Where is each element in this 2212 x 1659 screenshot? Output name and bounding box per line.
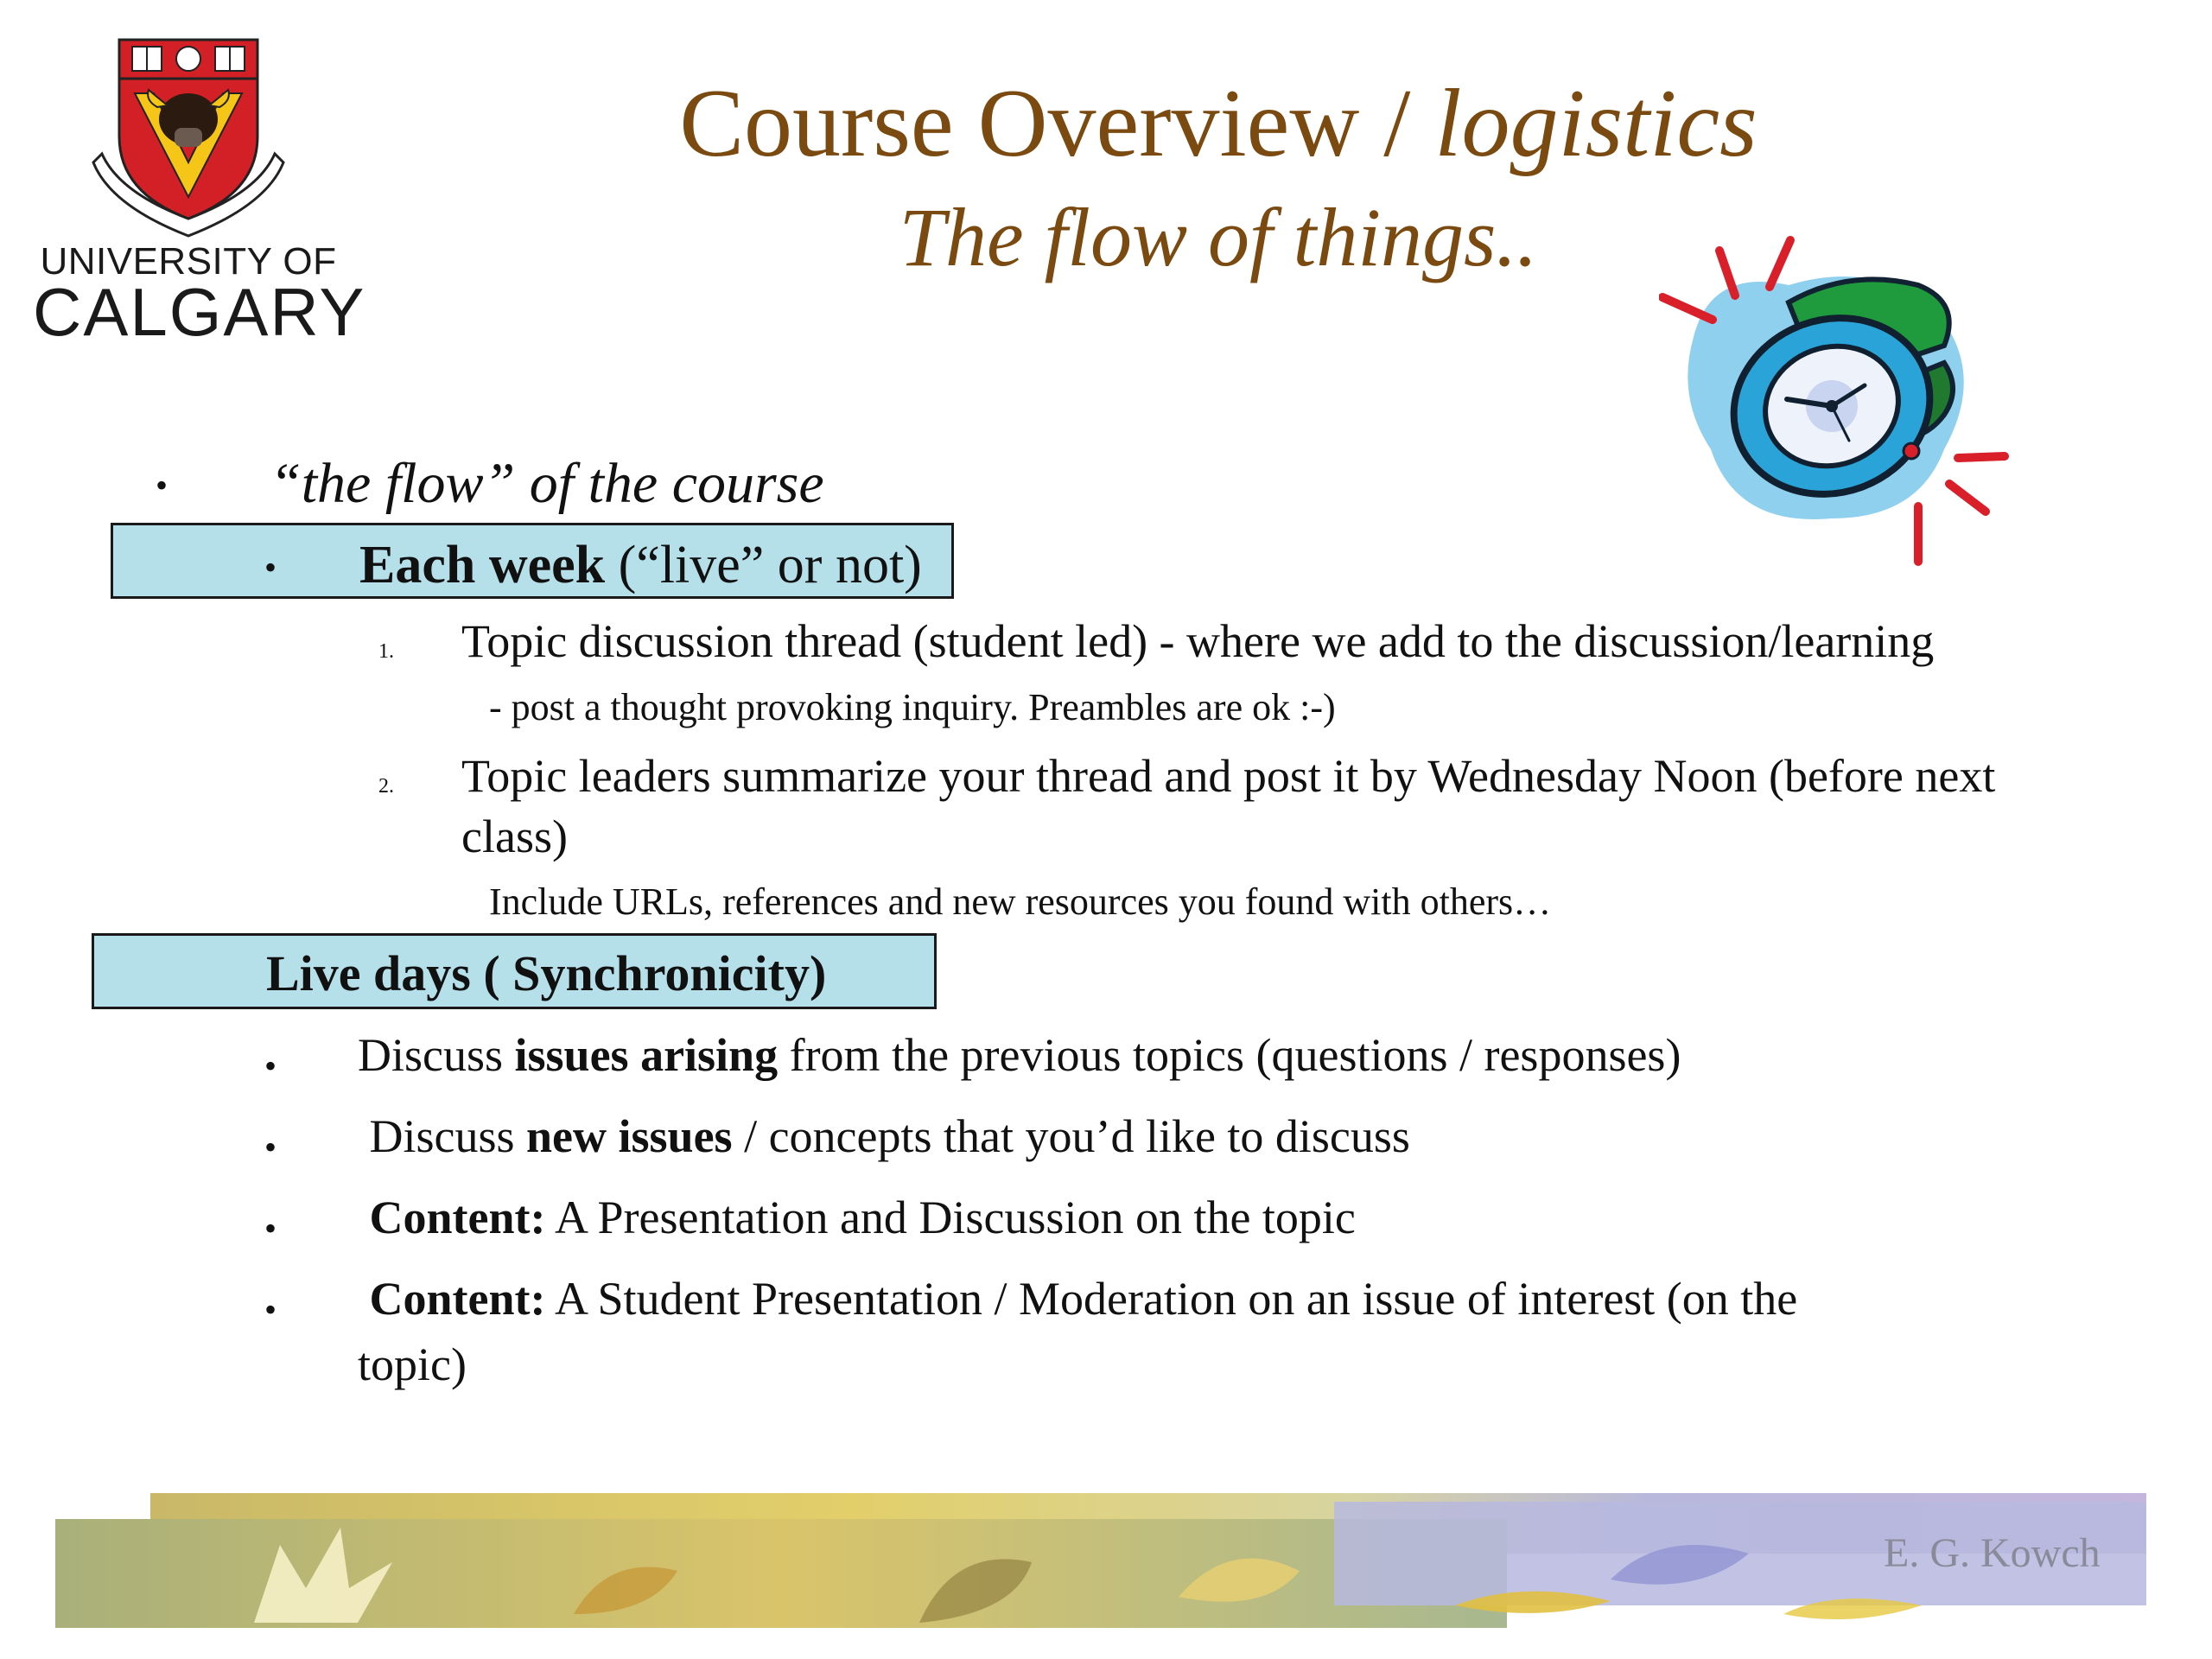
live-item-continued: topic) <box>358 1338 467 1390</box>
bullet-marker: • <box>156 466 168 505</box>
bullet-marker: • <box>264 1209 277 1248</box>
live-item-bold: Content: <box>369 1192 546 1243</box>
slide-title-italic: logistics <box>1434 70 1758 177</box>
slide-subtitle: The flow of things.. <box>899 191 1538 283</box>
list-number: 1. <box>378 640 394 663</box>
slide-title <box>484 71 1953 177</box>
leaf-banner-image <box>55 1493 2146 1631</box>
live-item-pre: Discuss <box>358 1110 527 1162</box>
live-item <box>358 1110 1410 1162</box>
live-item <box>358 1273 1798 1325</box>
live-item-post: / concepts that you’d like to discuss <box>732 1110 1410 1162</box>
live-item-bold: issues arising <box>514 1029 779 1081</box>
live-item <box>358 1029 1681 1081</box>
live-item-pre <box>358 1273 370 1325</box>
each-week-bold: Each week <box>359 536 606 594</box>
university-name-line1: UNIVERSITY OF <box>40 240 337 283</box>
live-item-bold: new issues <box>526 1110 733 1162</box>
live-days-label <box>266 945 827 1001</box>
flow-heading: “the flow” of the course <box>270 452 824 515</box>
list-number: 2. <box>378 775 394 798</box>
live-item-pre <box>358 1192 370 1243</box>
list-item-text-continued: class) <box>461 810 568 862</box>
list-item-text: Topic discussion thread (student led) - where we add to the discussion/learning <box>461 615 1935 667</box>
slide-title-main: Course Overview / <box>679 70 1435 177</box>
university-crest-icon <box>85 33 292 257</box>
live-days-bold: Live days ( Synchronicity) <box>266 945 827 1001</box>
university-name-line2: CALGARY <box>33 274 366 350</box>
bullet-marker: • <box>264 1290 277 1329</box>
list-item-text: Topic leaders summarize your thread and post it by Wednesday Noon (before next <box>461 750 1996 802</box>
live-item-pre: Discuss <box>358 1029 515 1081</box>
alarm-watch-icon <box>1659 233 2022 570</box>
list-item-subtext: Include URLs, references and new resources you found with others… <box>489 880 1552 923</box>
live-item-post: from the previous topics (questions / responses) <box>778 1029 1681 1081</box>
each-week-rest: (“live” or not) <box>605 536 922 594</box>
live-item-bold: Content: <box>369 1273 546 1325</box>
live-item <box>358 1194 1356 1241</box>
university-logo <box>33 33 366 350</box>
live-item-post: A Presentation and Discussion on the topic <box>545 1192 1356 1243</box>
list-item-subtext: - post a thought provoking inquiry. Preambles are ok :-) <box>489 686 1336 728</box>
author-credit: E. G. Kowch <box>1884 1530 2101 1576</box>
each-week-label <box>359 538 922 592</box>
bullet-marker: • <box>264 1046 277 1085</box>
bullet-marker: • <box>264 1128 277 1166</box>
bullet-marker: • <box>264 548 277 587</box>
live-item-post: A Student Presentation / Moderation on an issue of interest (on the <box>545 1273 1798 1325</box>
